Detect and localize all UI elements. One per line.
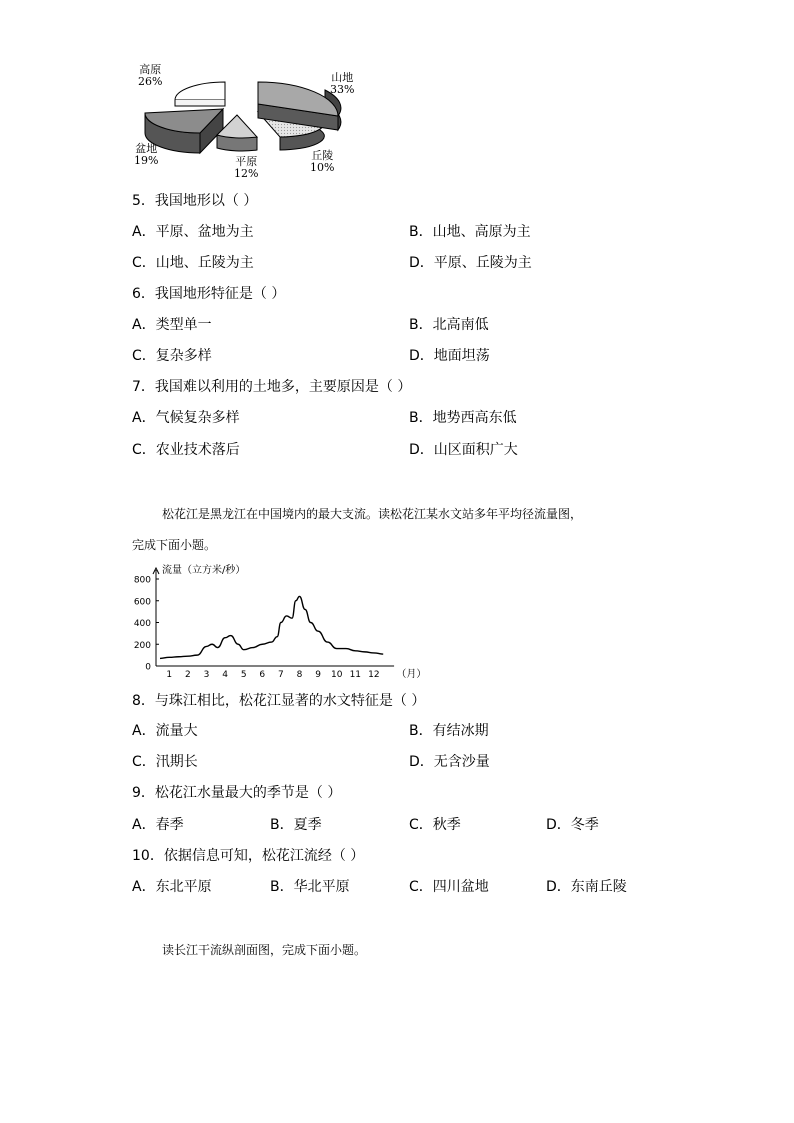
q7-option-b[interactable]: B．地势西高东低	[409, 410, 517, 426]
x-tick-label: 12	[368, 670, 380, 680]
runoff-chart-svg	[130, 560, 430, 685]
q5-option-c[interactable]: C．山地、丘陵为主	[132, 255, 254, 271]
x-tick-label: 8	[296, 670, 303, 680]
y-axis-label: 流量（立方米/秒）	[162, 565, 246, 576]
x-axis-label: （月）	[396, 669, 427, 680]
intro-yangtze: 读长江干流纵剖面图，完成下面小题。	[162, 943, 367, 957]
question-6-stem: 6．我国地形特征是（ ）	[132, 286, 286, 302]
y-tick-label: 400	[133, 619, 151, 629]
x-tick-label: 5	[240, 670, 247, 680]
x-tick-label: 3	[203, 670, 210, 680]
question-9-stem: 9．松花江水量最大的季节是（ ）	[132, 785, 342, 801]
question-8-stem: 8．与珠江相比，松花江显著的水文特征是（ ）	[132, 693, 426, 709]
q8-option-b[interactable]: B．有结冰期	[409, 723, 489, 739]
question-10-stem: 10．依据信息可知，松花江流经（ ）	[132, 848, 365, 864]
pie-label-plain: 平原 12%	[234, 155, 259, 180]
q5-option-a[interactable]: A．平原、盆地为主	[132, 224, 254, 240]
q8-option-a[interactable]: A．流量大	[132, 723, 198, 739]
runoff-series-line	[160, 596, 383, 658]
q6-option-b[interactable]: B．北高南低	[409, 317, 489, 333]
x-tick-label: 7	[278, 670, 284, 680]
q8-option-d[interactable]: D．无含沙量	[409, 754, 490, 770]
q7-option-a[interactable]: A．气候复杂多样	[132, 410, 240, 426]
q6-option-c[interactable]: C．复杂多样	[132, 348, 212, 364]
pie-slice-plateau	[175, 82, 225, 106]
q9-option-b[interactable]: B．夏季	[270, 817, 322, 833]
q10-option-d[interactable]: D．东南丘陵	[546, 879, 627, 895]
q7-option-c[interactable]: C．农业技术落后	[132, 442, 240, 458]
intro-songhua-line1: 松花江是黑龙江在中国境内的最大支流。读松花江某水文站多年平均径流量图，	[162, 507, 583, 521]
pie-label-mountain: 山地 33%	[330, 71, 355, 96]
pie-label-hill: 丘陵 10%	[310, 149, 335, 174]
y-tick-label: 600	[133, 597, 151, 608]
runoff-line-chart	[130, 560, 430, 685]
q10-option-b[interactable]: B．华北平原	[270, 879, 350, 895]
x-tick-label: 2	[185, 670, 191, 680]
q5-option-d[interactable]: D．平原、丘陵为主	[409, 255, 532, 271]
q9-option-c[interactable]: C．秋季	[409, 817, 461, 833]
question-7-stem: 7．我国难以利用的土地多，主要原因是（ ）	[132, 379, 412, 395]
question-5-stem: 5．我国地形以（ ）	[132, 193, 258, 209]
q10-option-a[interactable]: A．东北平原	[132, 879, 212, 895]
terrain-pie-chart	[130, 60, 370, 185]
q7-option-d[interactable]: D．山区面积广大	[409, 442, 518, 458]
q9-option-d[interactable]: D．冬季	[546, 817, 599, 833]
y-tick-label: 0	[145, 662, 151, 673]
q6-option-d[interactable]: D．地面坦荡	[409, 348, 490, 364]
x-tick-label: 4	[222, 670, 228, 680]
x-tick-label: 6	[259, 670, 266, 680]
q9-option-a[interactable]: A．春季	[132, 817, 184, 833]
pie-label-plateau: 高原 26%	[138, 63, 163, 88]
intro-songhua-line2: 完成下面小题。	[132, 538, 217, 552]
x-tick-label: 10	[330, 670, 343, 680]
q5-option-b[interactable]: B．山地、高原为主	[409, 224, 531, 240]
q8-option-c[interactable]: C．汛期长	[132, 754, 198, 770]
x-tick-label: 11	[349, 670, 362, 680]
q10-option-c[interactable]: C．四川盆地	[409, 879, 489, 895]
x-tick-label: 9	[315, 670, 321, 680]
y-tick-label: 800	[133, 575, 151, 586]
pie-label-basin: 盆地 19%	[134, 142, 159, 167]
q6-option-a[interactable]: A．类型单一	[132, 317, 212, 333]
y-tick-label: 200	[133, 640, 151, 651]
x-tick-label: 1	[166, 670, 173, 680]
